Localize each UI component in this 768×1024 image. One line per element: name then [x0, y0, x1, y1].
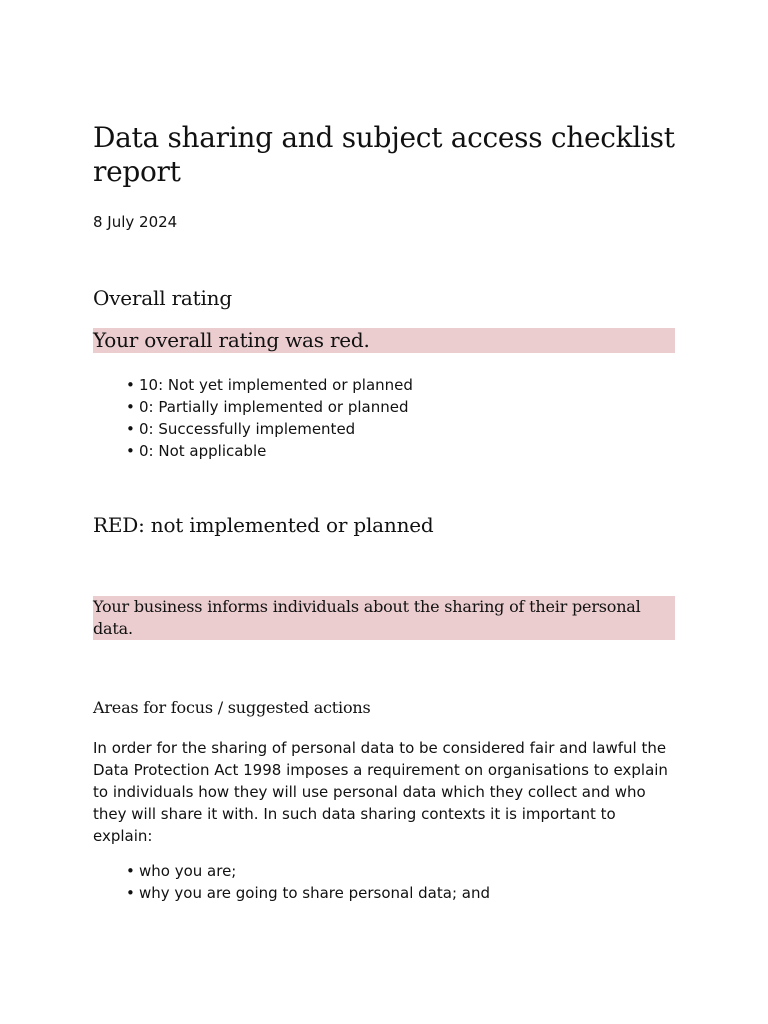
bullet-icon: • — [126, 420, 135, 438]
rating-count-implemented: 0: Successfully implemented — [139, 420, 356, 438]
actions-list — [93, 860, 490, 904]
bullet-icon: • — [126, 862, 135, 880]
rating-count-not-applicable: 0: Not applicable — [139, 442, 267, 460]
list-item — [93, 882, 490, 904]
bullet-icon: • — [126, 398, 135, 416]
action-item: who you are; — [139, 862, 237, 880]
rating-count-partial: 0: Partially implemented or planned — [139, 398, 409, 416]
red-section-heading: RED: not implemented or planned — [93, 513, 434, 537]
list-item — [93, 418, 413, 440]
overall-rating-heading: Overall rating — [93, 286, 232, 310]
bullet-icon: • — [126, 442, 135, 460]
bullet-icon: • — [126, 376, 135, 394]
list-item — [93, 396, 413, 418]
list-item — [93, 440, 413, 462]
report-title: Data sharing and subject access checklist report — [93, 121, 675, 188]
report-date: 8 July 2024 — [93, 213, 178, 231]
rating-counts-list — [93, 374, 413, 462]
bullet-icon: • — [126, 884, 135, 902]
overall-rating-banner: Your overall rating was red. — [93, 328, 675, 353]
finding-banner: Your business informs individuals about the sharing of their personal data. — [93, 596, 675, 640]
focus-heading: Areas for focus / suggested actions — [93, 698, 371, 717]
focus-paragraph: In order for the sharing of personal data to be considered fair and lawful the Data Protection Act 1998 imposes a requirement on organisations to explain to individuals how they will use personal data which they collect and who they will share it with. In such data sharing contexts it is important to explain: — [93, 739, 668, 845]
list-item — [93, 860, 490, 882]
rating-count-not-implemented: 10: Not yet implemented or planned — [139, 376, 413, 394]
action-item: why you are going to share personal data; and — [139, 884, 490, 902]
list-item — [93, 374, 413, 396]
